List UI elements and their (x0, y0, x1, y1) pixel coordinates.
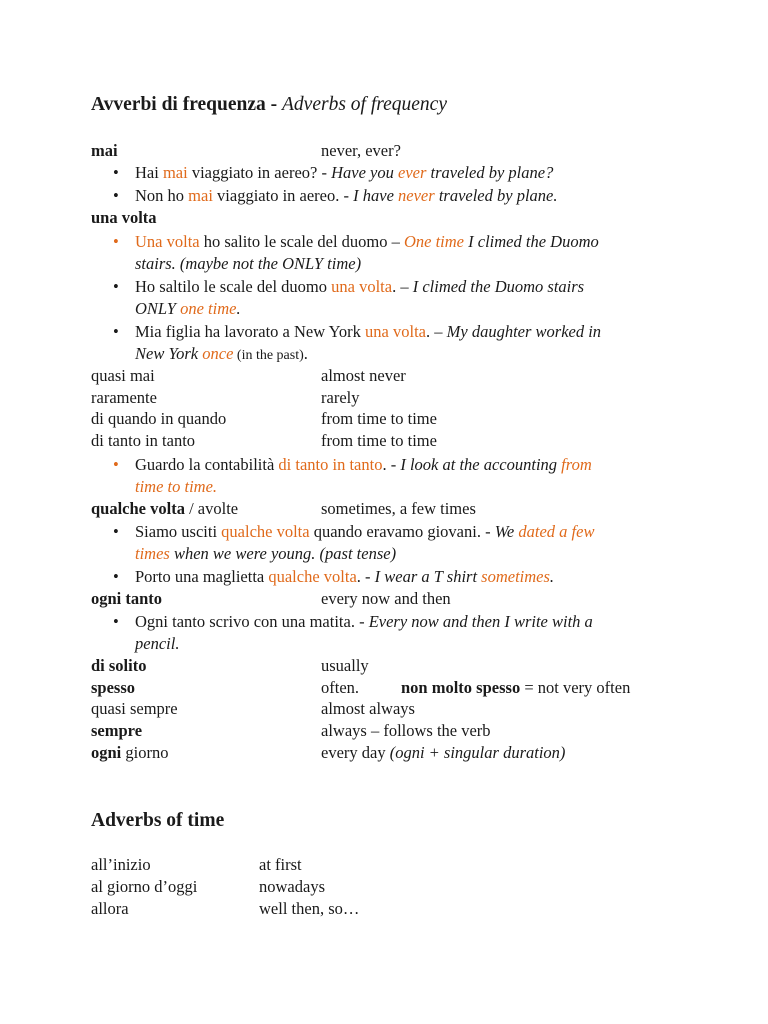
bullet-icon: • (113, 522, 119, 541)
time-row: all’inizio at first (91, 855, 302, 874)
bullet-icon: • (113, 277, 119, 296)
page-title (91, 92, 447, 118)
entry-ogni-tanto: ogni tanto every now and then (91, 589, 451, 608)
bullet-icon: • (113, 322, 119, 341)
time-row: al giorno d’oggi nowadays (91, 877, 325, 896)
time-row: allora well then, so… (91, 899, 360, 918)
entry-ogni-giorno: ogni giorno every day (ogni + singular duration) (91, 743, 566, 762)
entry-di-tanto-in-tanto: di tanto in tanto from time to time (91, 431, 437, 450)
entry-mai (91, 140, 691, 162)
bullet-icon: • (113, 232, 119, 251)
bullet-icon: • (113, 186, 119, 205)
title-english: Adverbs of frequency (282, 94, 447, 115)
entry-una-volta (91, 207, 691, 229)
bullet-icon: • (113, 163, 119, 182)
entry-quasi-mai: quasi mai almost never (91, 366, 406, 385)
section-title: Adverbs of time (91, 810, 225, 831)
entry-raramente: raramente rarely (91, 388, 360, 407)
entry-quasi-sempre: quasi sempre almost always (91, 699, 415, 718)
entry-di-quando-in-quando: di quando in quando from time to time (91, 409, 437, 428)
bullet-icon: • (113, 567, 119, 586)
entry-spesso: spesso often. non molto spesso = not very often (91, 678, 631, 697)
entry-di-solito: di solito usually (91, 656, 369, 675)
entry-qualche-volta: qualche volta / avolte sometimes, a few times (91, 499, 476, 518)
bullet-icon: • (113, 612, 119, 631)
bullet-icon: • (113, 455, 119, 474)
term: mai (91, 141, 118, 160)
title-italian: Avverbi di frequenza - (91, 94, 283, 115)
entry-sempre: sempre always – follows the verb (91, 721, 491, 740)
term: una volta (91, 208, 157, 227)
meaning: never, ever? (321, 141, 401, 160)
